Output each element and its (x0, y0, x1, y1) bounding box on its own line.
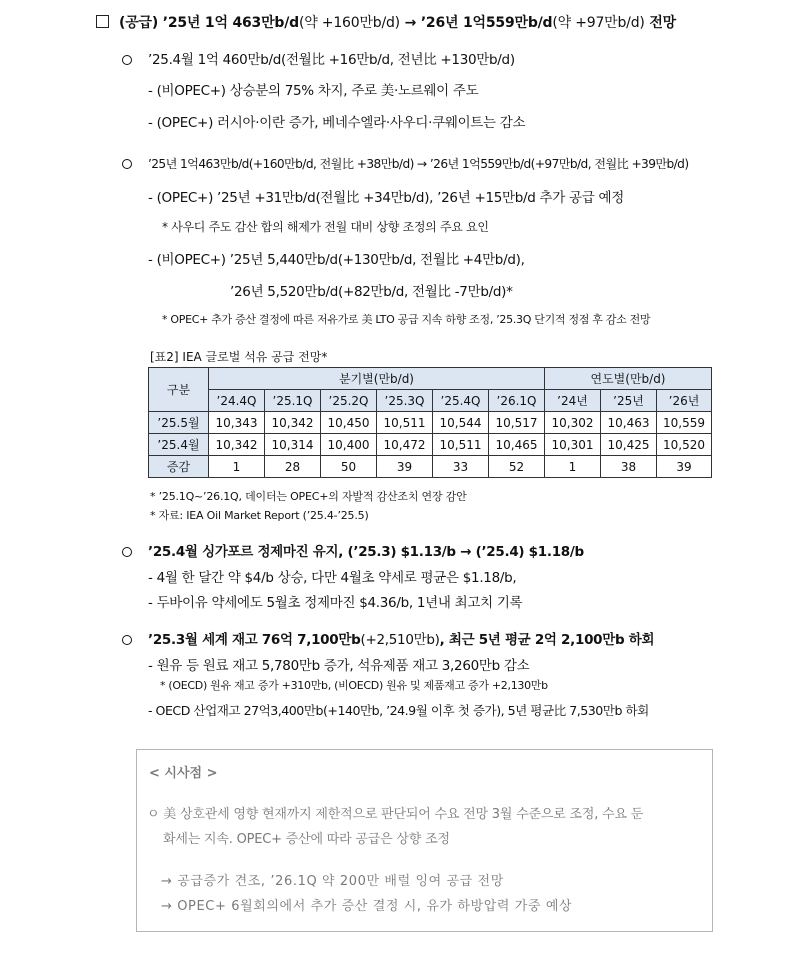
column-header: ’24.4Q (209, 390, 265, 412)
row-header: ’25.5월 (149, 412, 209, 434)
table-cell: 10,342 (265, 412, 321, 434)
heading-part: 전망 (644, 15, 676, 31)
sub-item: - (OPEC+) ’25년 +31만b/d(전월比 +34만b/d), ’26년 +15만b/d 추가 공급 예정 (148, 190, 624, 206)
circle-bullet-icon (122, 635, 132, 645)
table-cell: 10,520 (657, 434, 712, 456)
annual-group-header: 연도별(만b/d) (545, 368, 712, 390)
table-source: * 자료: IEA Oil Market Report (’25.4-’25.5) (150, 509, 369, 522)
table-cell: 10,343 (209, 412, 265, 434)
table-cell: 10,544 (433, 412, 489, 434)
footnote: * 사우디 주도 감산 합의 해제가 전월 대비 상향 조정의 주요 요인 (162, 220, 489, 234)
table-cell: 10,517 (489, 412, 545, 434)
quarterly-group-header: 분기별(만b/d) (209, 368, 545, 390)
sub-item: - (비OPEC+) ’25년 5,440만b/d(+130만b/d, 전월比 +4만b/d), (148, 252, 525, 268)
table-cell: 38 (601, 456, 657, 478)
column-header: ’25.4Q (433, 390, 489, 412)
table-cell: 1 (209, 456, 265, 478)
table-note: * ’25.1Q~’26.1Q, 데이터는 OPEC+의 자발적 감산조치 연장 감안 (150, 490, 467, 503)
bullet-inventory (122, 628, 654, 648)
table-cell: 10,302 (545, 412, 601, 434)
implication-arrow-item: → OPEC+ 6월회의에서 추가 증산 결정 시, 유가 하방압력 가중 예상 (161, 899, 573, 914)
section-heading (96, 12, 676, 32)
table-cell: 10,450 (321, 412, 377, 434)
heading-part: (공급) ’25년 1억 463만b/d (119, 15, 299, 31)
table-caption: [표2] IEA 글로벌 석유 공급 전망* (150, 350, 328, 364)
column-header: ’26년 (657, 390, 712, 412)
table-cell: 39 (657, 456, 712, 478)
bullet-refining-margin (122, 540, 584, 560)
table-cell: 10,511 (377, 412, 433, 434)
heading-part: (약 +97만b/d) (552, 15, 645, 31)
implication-text: ㅇ 美 상호관세 영향 현재까지 제한적으로 판단되어 수요 전망 3월 수준으로 조정, 수요 둔 (147, 807, 644, 822)
circle-bullet-icon (122, 55, 132, 65)
footnote: * OPEC+ 추가 증산 결정에 따른 저유가로 美 LTO 공급 지속 하향 조정, ’25.3Q 단기적 정점 후 감소 전망 (162, 313, 651, 326)
table-cell: 10,314 (265, 434, 321, 456)
sub-item: ’26년 5,520만b/d(+82만b/d, 전월比 -7만b/d)* (230, 284, 513, 300)
bullet-text: ’25.3월 세계 재고 76억 7,100만b (148, 632, 361, 648)
circle-bullet-icon (122, 547, 132, 557)
table-cell: 28 (265, 456, 321, 478)
sub-item: - 4월 한 달간 약 $4/b 상승, 다만 4월초 약세로 평균은 $1.18/b, (148, 570, 517, 586)
checkbox-square-icon (96, 15, 109, 28)
bullet-text: ’25년 1억463만b/d(+160만b/d, 전월比 +38만b/d) → ’26년 1억559만b/d(+97만b/d, 전월比 +39만b/d) (148, 157, 689, 171)
row-header: 증감 (149, 456, 209, 478)
sub-item: - (OPEC+) 러시아·이란 증가, 베네수엘라·사우디·쿠웨이트는 감소 (148, 115, 526, 131)
column-header: ’25년 (601, 390, 657, 412)
column-header: ’26.1Q (489, 390, 545, 412)
implication-title: < 시사점 > (149, 766, 218, 781)
table-cell: 10,301 (545, 434, 601, 456)
table-cell: 39 (377, 456, 433, 478)
table-cell: 10,342 (209, 434, 265, 456)
table-cell: 33 (433, 456, 489, 478)
table-row (149, 434, 712, 456)
table-cell: 10,559 (657, 412, 712, 434)
sub-item: - OECD 산업재고 27억3,400만b(+140만b, ’24.9월 이후 첫 증가), 5년 평균比 7,530만b 하회 (148, 703, 649, 718)
table-cell: 10,463 (601, 412, 657, 434)
table-cell: 10,511 (433, 434, 489, 456)
column-header-row (149, 390, 712, 412)
sub-item: - 두바이유 약세에도 5월초 정제마진 $4.36/b, 1년내 최고치 기록 (148, 595, 523, 611)
column-header: ’25.1Q (265, 390, 321, 412)
circle-bullet-icon (122, 159, 132, 169)
table-cell: 52 (489, 456, 545, 478)
table-cell: 10,472 (377, 434, 433, 456)
footnote: * (OECD) 원유 재고 증가 +310만b, (비OECD) 원유 및 제품재고 증가 +2,130만b (160, 679, 548, 692)
row-header: ’25.4월 (149, 434, 209, 456)
table-row (149, 412, 712, 434)
supply-forecast-table (148, 367, 712, 478)
sub-item: - 원유 등 원료 재고 5,780만b 증가, 석유제품 재고 3,260만b 감소 (148, 658, 530, 674)
bullet-text: , 최근 5년 평균 2억 2,100만b 하회 (439, 632, 655, 648)
bullet-text: ’25.4월 1억 460만b/d(전월比 +16만b/d, 전년比 +130만b/d) (148, 52, 515, 68)
table-corner-header: 구분 (149, 368, 209, 412)
column-header: ’25.3Q (377, 390, 433, 412)
implication-box (136, 749, 713, 932)
column-header: ’25.2Q (321, 390, 377, 412)
sub-item: - (비OPEC+) 상승분의 75% 차지, 주로 美·노르웨이 주도 (148, 83, 479, 99)
table-cell: 10,400 (321, 434, 377, 456)
bullet-forecast (122, 155, 688, 172)
implication-text: 화세는 지속. OPEC+ 증산에 따라 공급은 상향 조정 (163, 832, 450, 847)
table-cell: 50 (321, 456, 377, 478)
heading-part: → ’26년 1억559만b/d (399, 15, 553, 31)
table-row (149, 456, 712, 478)
bullet-text: ’25.4월 싱가포르 정제마진 유지, (’25.3) $1.13/b → (’25.4) $1.18/b (148, 544, 584, 560)
table-cell: 10,465 (489, 434, 545, 456)
table-cell: 10,425 (601, 434, 657, 456)
bullet-current-supply (122, 48, 515, 68)
column-header: ’24년 (545, 390, 601, 412)
table-cell: 1 (545, 456, 601, 478)
heading-part: (약 +160만b/d) (298, 15, 400, 31)
bullet-text: (+2,510만b) (360, 632, 440, 648)
implication-arrow-item: → 공급증가 견조, ’26.1Q 약 200만 배럴 잉여 공급 전망 (161, 874, 504, 889)
